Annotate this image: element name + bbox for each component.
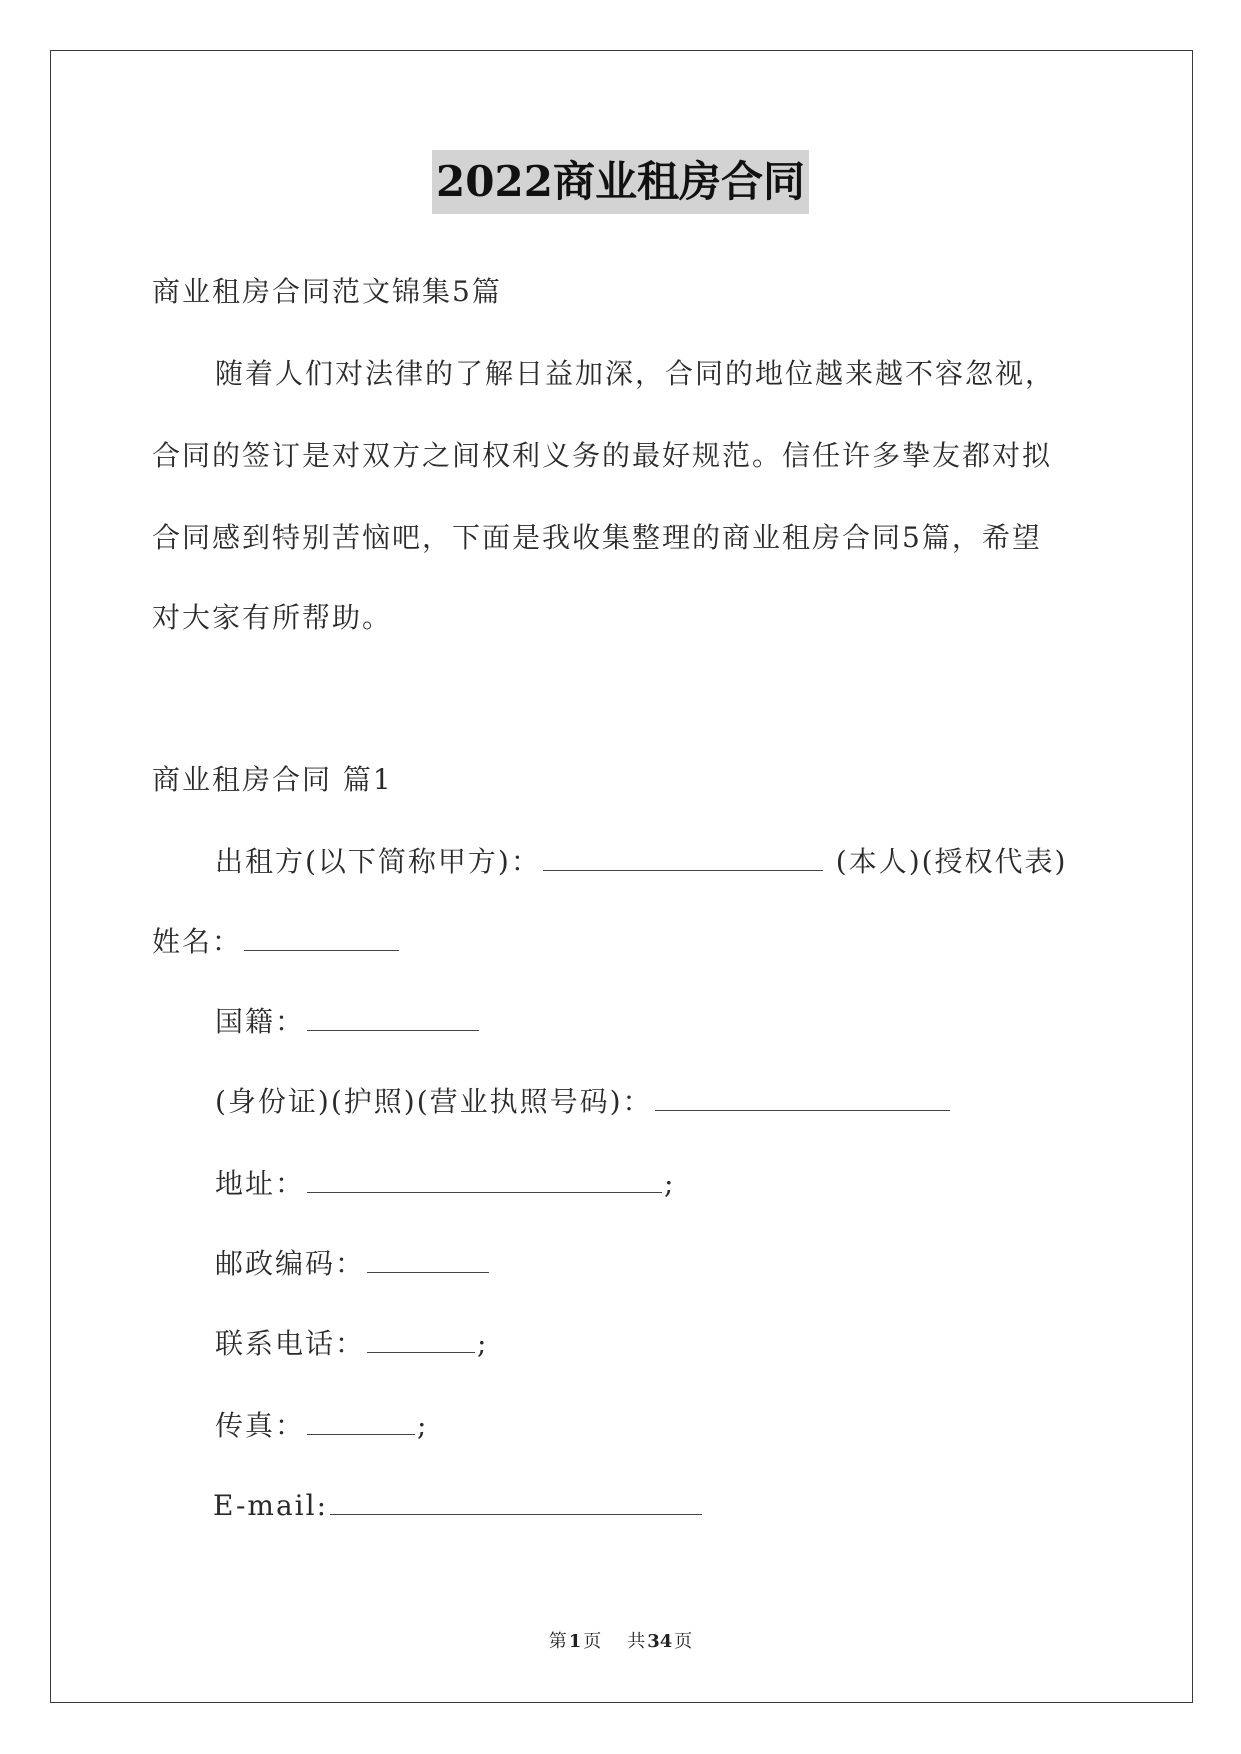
email-blank <box>330 1486 702 1515</box>
postcode-blank <box>367 1244 489 1273</box>
id-blank <box>655 1082 950 1111</box>
phone-blank <box>367 1324 475 1353</box>
title-container <box>0 150 1241 214</box>
name-row <box>152 922 401 962</box>
intro-line: 合同感到特别苦恼吧，下面是我收集整理的商业租房合同5篇，希望 <box>152 521 1042 554</box>
postcode-row <box>215 1244 491 1284</box>
fax-blank <box>307 1406 415 1435</box>
postcode-label: 邮政编码： <box>215 1247 366 1280</box>
address-row <box>215 1164 675 1204</box>
document-title: 2022商业租房合同 <box>432 150 809 214</box>
address-suffix: ; <box>664 1167 676 1200</box>
lessor-blank <box>543 842 823 871</box>
page-total: 34 <box>647 1631 673 1652</box>
total-prefix: 共 <box>627 1631 646 1652</box>
page-current: 1 <box>568 1631 582 1652</box>
phone-row <box>215 1324 488 1364</box>
email-row <box>213 1486 704 1526</box>
nationality-blank <box>307 1002 479 1031</box>
email-label: E-mail: <box>213 1489 329 1522</box>
nationality-label: 国籍： <box>215 1005 306 1038</box>
address-label: 地址： <box>215 1167 306 1200</box>
address-blank <box>307 1164 662 1193</box>
lessor-suffix: (本人)(授权代表) <box>835 845 1068 878</box>
collection-heading: 商业租房合同范文锦集5篇 <box>152 275 502 308</box>
id-label: (身份证)(护照)(营业执照号码)： <box>215 1085 653 1118</box>
lessor-row <box>215 842 1067 882</box>
phone-label: 联系电话： <box>215 1327 366 1360</box>
name-label: 姓名： <box>152 925 243 958</box>
intro-line: 随着人们对法律的了解日益加深，合同的地位越来越不容忽视， <box>215 357 1056 390</box>
nationality-row <box>215 1002 481 1042</box>
total-suffix: 页 <box>674 1631 693 1652</box>
page-mid: 页 <box>583 1631 602 1652</box>
fax-suffix: ; <box>417 1409 429 1442</box>
section-heading: 商业租房合同 篇1 <box>152 763 393 796</box>
name-blank <box>244 922 399 951</box>
page-footer <box>0 1630 1241 1654</box>
page-prefix: 第 <box>548 1631 567 1652</box>
lessor-label: 出租方(以下简称甲方)： <box>215 845 541 878</box>
intro-line: 合同的签订是对双方之间权利义务的最好规范。信任许多挚友都对拟 <box>152 439 1053 472</box>
fax-label: 传真： <box>215 1409 306 1442</box>
fax-row <box>215 1406 428 1446</box>
phone-suffix: ; <box>477 1327 489 1360</box>
intro-line: 对大家有所帮助。 <box>152 601 393 634</box>
id-row <box>215 1082 952 1122</box>
